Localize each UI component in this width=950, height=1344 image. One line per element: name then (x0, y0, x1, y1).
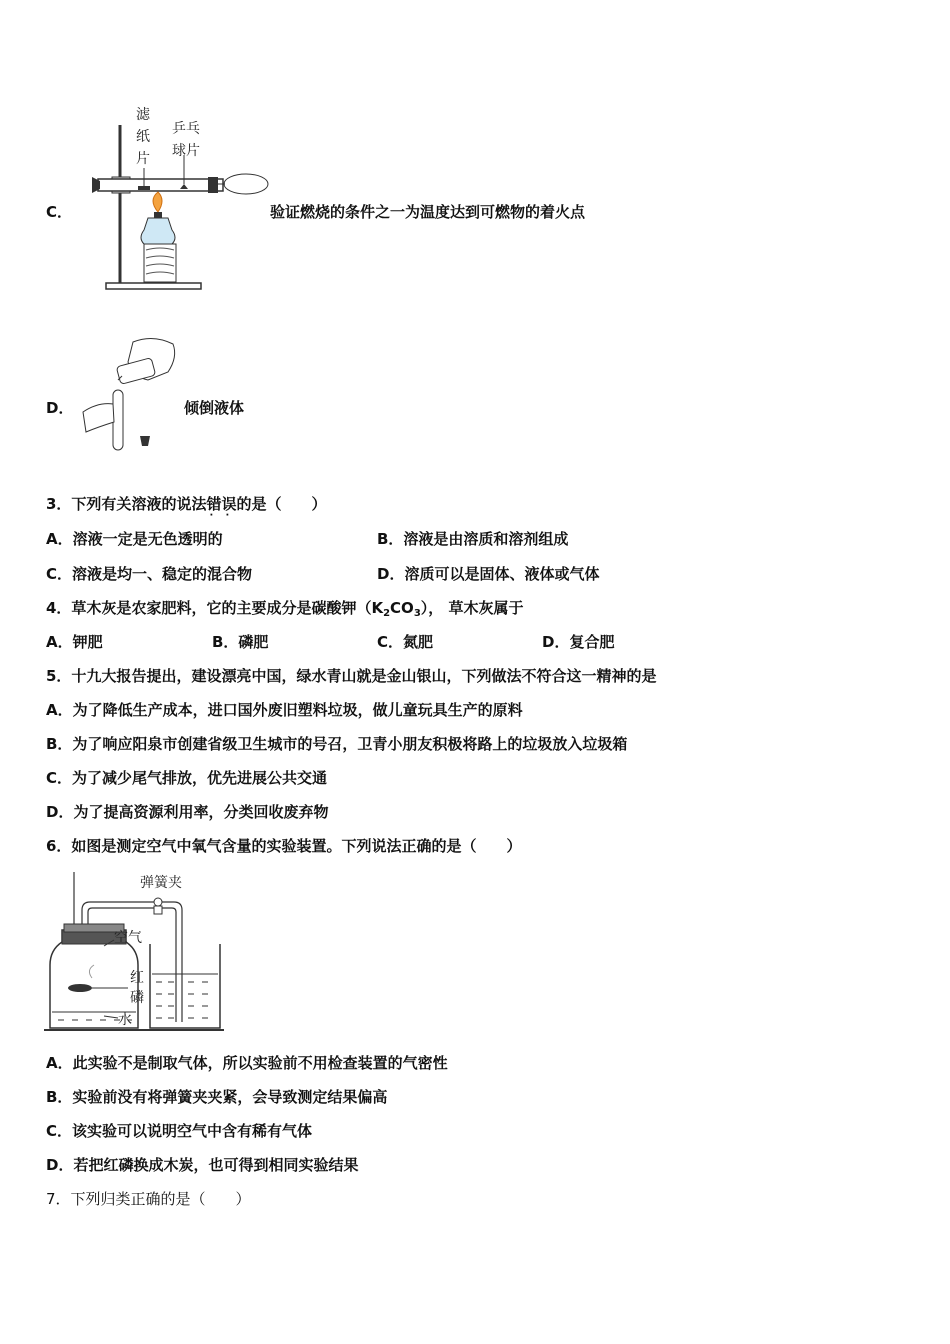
q4-sub-1: 2 (383, 608, 391, 619)
q3-emphasis: 错误 · · (206, 495, 237, 521)
label-clip: 弹簧夹 (140, 875, 182, 891)
label-paper-1: 滤 (136, 107, 150, 123)
label-ball-2: 球片 (172, 143, 200, 159)
q6-option-a: A．此实验不是制取气体，所以实验前不用检查装置的气密性 (46, 1054, 448, 1072)
q5-option-b: B．为了响应阳泉市创建省级卫生城市的号召，卫青小朋友积极将路上的垃圾放入垃圾箱 (46, 735, 628, 753)
q5-option-a: A．为了降低生产成本，进口国外废旧塑料垃圾，做儿童玩具生产的原料 (46, 701, 523, 719)
q3-stem-a: 3．下列有关溶液的说法 (46, 495, 207, 513)
q6-option-d: D．若把红磷换成木炭，也可得到相同实验结果 (46, 1156, 359, 1174)
option-c-letter: C． (46, 203, 73, 221)
label-phos-2: 磷 (130, 990, 144, 1006)
option-c-text: 验证燃烧的条件之一为温度达到可燃物的着火点 (270, 203, 586, 221)
q4-option-a: A．钾肥 (46, 633, 103, 651)
label-water: 水 (118, 1012, 132, 1028)
combustion-apparatus-figure (88, 100, 273, 295)
q6-option-c: C．该实验可以说明空气中含有稀有气体 (46, 1122, 313, 1140)
q3-emphasis-text: 错误 (206, 495, 237, 513)
q6-option-b: B．实验前没有将弹簧夹夹紧，会导致测定结果偏高 (46, 1088, 388, 1106)
q4-sub-2: 3 (413, 608, 421, 619)
q3-stem-c: 的是（ ） (236, 495, 327, 513)
q6-stem: 6．如图是测定空气中氧气含量的实验装置。下列说法正确的是（ ） (46, 837, 522, 855)
q3-option-a: A．溶液一定是无色透明的 (46, 530, 223, 548)
q3-option-d: D．溶质可以是固体、液体或气体 (377, 565, 600, 583)
option-d-text: 倾倒液体 (184, 399, 245, 417)
q4-stem-a: 4．草木灰是农家肥料，它的主要成分是碳酸钾（K (46, 599, 384, 617)
q5-stem: 5．十九大报告提出，建设漂亮中国，绿水青山就是金山银山，下列做法不符合这一精神的是 (46, 667, 657, 685)
option-d-letter: D． (46, 399, 74, 417)
q5-option-d: D．为了提高资源利用率，分类回收废弃物 (46, 803, 329, 821)
pouring-liquid-figure (78, 332, 183, 457)
q5-option-c: C．为了减少尾气排放，优先进展公共交通 (46, 769, 328, 787)
q4-option-c: C．氮肥 (377, 633, 434, 651)
label-ball-1: 乒乓 (172, 121, 200, 137)
label-phos-1: 红 (130, 970, 144, 986)
q4-formula: CO (390, 599, 414, 617)
q4-stem-b: ）， 草木灰属于 (420, 599, 524, 617)
oxygen-measurement-apparatus-figure (44, 870, 229, 1035)
q3-stem (46, 494, 327, 521)
q4-option-b: B．磷肥 (212, 633, 269, 651)
label-air: 空气 (114, 930, 142, 946)
q7-stem: 7．下列归类正确的是（ ） (46, 1190, 251, 1208)
label-paper-3: 片 (136, 151, 150, 167)
q3-option-c: C．溶液是均一、稳定的混合物 (46, 565, 253, 583)
q4-stem (46, 598, 524, 624)
q4-option-d: D．复合肥 (542, 633, 615, 651)
q3-option-b: B．溶液是由溶质和溶剂组成 (377, 530, 569, 548)
label-paper-2: 纸 (136, 129, 150, 145)
